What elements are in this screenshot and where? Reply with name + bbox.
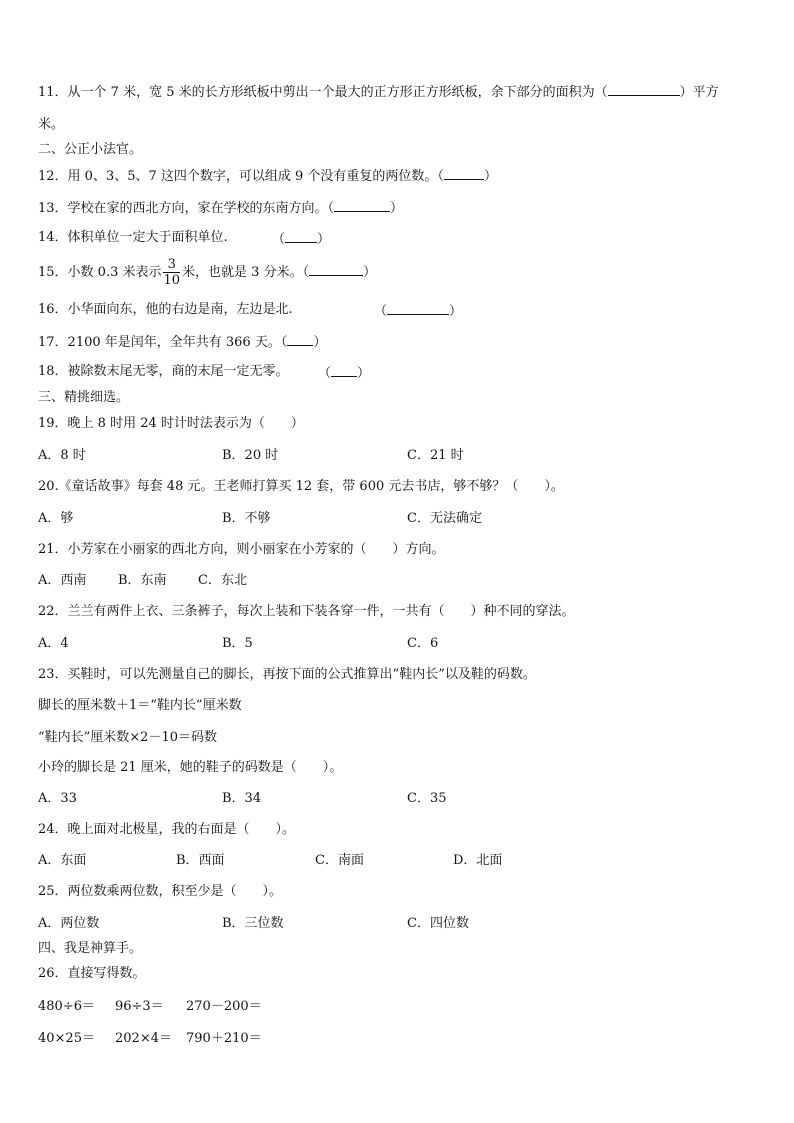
option-a[interactable]: A．两位数 (38, 916, 100, 931)
option-b[interactable]: B．5 (222, 636, 253, 651)
option-b[interactable]: B．20 时 (222, 448, 279, 463)
question-25-text: 25．两位数乘两位数，积至少是（ ）。 (38, 884, 283, 899)
paren-close: ） (363, 265, 377, 280)
question-13 (38, 199, 403, 217)
calc-item: 790＋210＝ (186, 1031, 262, 1046)
answer-blank[interactable] (285, 230, 317, 243)
question-18 (38, 364, 289, 380)
option-c[interactable]: C．35 (407, 791, 447, 806)
paren-close: ） (317, 232, 331, 247)
answer-blank[interactable] (331, 364, 357, 377)
answer-blank[interactable] (608, 83, 680, 96)
option-b[interactable]: B．三位数 (222, 916, 284, 931)
answer-blank[interactable] (287, 333, 313, 346)
question-23-text: 23．买鞋时，可以先测量自己的脚长，再按下面的公式推算出“鞋内长”以及鞋的码数。 (38, 667, 536, 682)
formula-line: 脚长的厘米数＋1＝“鞋内长”厘米数 (38, 698, 242, 713)
question-12-text: 12．用 0、3、5、7 这四个数字，可以组成 9 个没有重复的两位数。（ (38, 169, 444, 184)
question-18-answer (318, 364, 370, 382)
option-a[interactable]: A．4 (38, 636, 69, 651)
question-16 (38, 302, 293, 318)
question-22-text: 22．兰兰有两件上衣、三条裤子，每次上装和下装各穿一件，一共有（ ）种不同的穿法。 (38, 604, 575, 619)
option-a[interactable]: A．33 (38, 791, 77, 806)
question-16-text: 16．小华面向东，他的右边是南，左边是北. (38, 302, 293, 317)
question-11 (38, 83, 719, 101)
answer-blank[interactable] (309, 263, 363, 276)
calc-item: 270－200＝ (186, 999, 262, 1014)
question-11-text: 11．从一个 7 米，宽 5 米的长方形纸板中剪出一个最大的正方形正方形纸板，余下部分的面积为（ (38, 85, 608, 100)
fraction (163, 257, 180, 288)
question-17 (38, 333, 326, 351)
question-11-tail: ）平方 (679, 85, 719, 100)
paren-close: ） (390, 201, 404, 216)
option-a[interactable]: A．够 (38, 511, 74, 526)
question-14-text: 14．体积单位一定大于面积单位. (38, 230, 228, 245)
option-b[interactable]: B．34 (222, 791, 262, 806)
paren-close: ） (449, 304, 463, 319)
option-c[interactable]: C．6 (407, 636, 439, 651)
question-18-text: 18．被除数末尾无零，商的末尾一定无零。 (38, 364, 289, 379)
calc-item: 480÷6＝ (38, 999, 95, 1014)
calc-item: 40×25＝ (38, 1031, 95, 1046)
option-b[interactable]: B．东南 (118, 573, 167, 588)
paren-open: （ (318, 366, 332, 381)
question-15 (38, 256, 376, 290)
question-19-text: 19．晚上 8 时用 24 时计时法表示为（ ） (38, 416, 304, 431)
option-d[interactable]: D．北面 (453, 853, 503, 868)
section-heading: 二、公正小法官。 (38, 142, 143, 157)
option-c[interactable]: C．无法确定 (407, 511, 482, 526)
question-24-text: 24．晚上面对北极星，我的右面是（ ）。 (38, 822, 296, 837)
answer-blank[interactable] (387, 302, 449, 315)
paren-open: （ (374, 304, 388, 319)
paren-open: （ (272, 232, 286, 247)
question-26-text: 26．直接写得数。 (38, 966, 146, 981)
question-16-answer (374, 302, 462, 320)
option-c[interactable]: C．南面 (315, 853, 364, 868)
fraction-numerator: 3 (163, 257, 180, 273)
option-b[interactable]: B．不够 (222, 511, 271, 526)
answer-blank[interactable] (444, 167, 484, 180)
section-heading: 三、精挑细选。 (38, 390, 130, 405)
answer-blank[interactable] (334, 199, 390, 212)
paren-close: ） (357, 366, 371, 381)
question-17-text: 17．2100 年是闰年，全年共有 366 天。（ (38, 335, 288, 350)
section-heading: 四、我是神算手。 (38, 941, 143, 956)
calc-item: 202×4＝ (115, 1031, 172, 1046)
question-14 (38, 230, 228, 246)
question-13-text: 13．学校在家的西北方向，家在学校的东南方向。（ (38, 201, 335, 216)
paren-close: ） (483, 169, 497, 184)
question-15-post: 米，也就是 3 分米。（ (182, 265, 310, 280)
option-c[interactable]: C．21 时 (407, 448, 464, 463)
calc-item: 96÷3＝ (115, 999, 164, 1014)
question-11-continued: 米。 (38, 117, 65, 132)
option-a[interactable]: A．西南 (38, 573, 87, 588)
question-23-prompt: 小玲的脚长是 21 厘米，她的鞋子的码数是（ ）。 (38, 760, 343, 775)
fraction-denominator: 10 (163, 273, 181, 288)
option-a[interactable]: A．8 时 (38, 448, 86, 463)
option-a[interactable]: A．东面 (38, 853, 87, 868)
paren-close: ） (313, 335, 327, 350)
formula-line: “鞋内长”厘米数×2－10＝码数 (38, 730, 217, 745)
option-c[interactable]: C．四位数 (407, 916, 469, 931)
option-c[interactable]: C．东北 (198, 573, 247, 588)
option-b[interactable]: B．西面 (176, 853, 225, 868)
question-21-text: 21．小芳家在小丽家的西北方向，则小丽家在小芳家的（ ）方向。 (38, 542, 445, 557)
question-14-answer (272, 230, 330, 248)
question-15-pre: 15．小数 0.3 米表示 (38, 265, 162, 280)
question-12 (38, 167, 497, 185)
question-20-text: 20.《童话故事》每套 48 元。王老师打算买 12 套，带 600 元去书店，够不够？（ ）。 (38, 479, 564, 494)
